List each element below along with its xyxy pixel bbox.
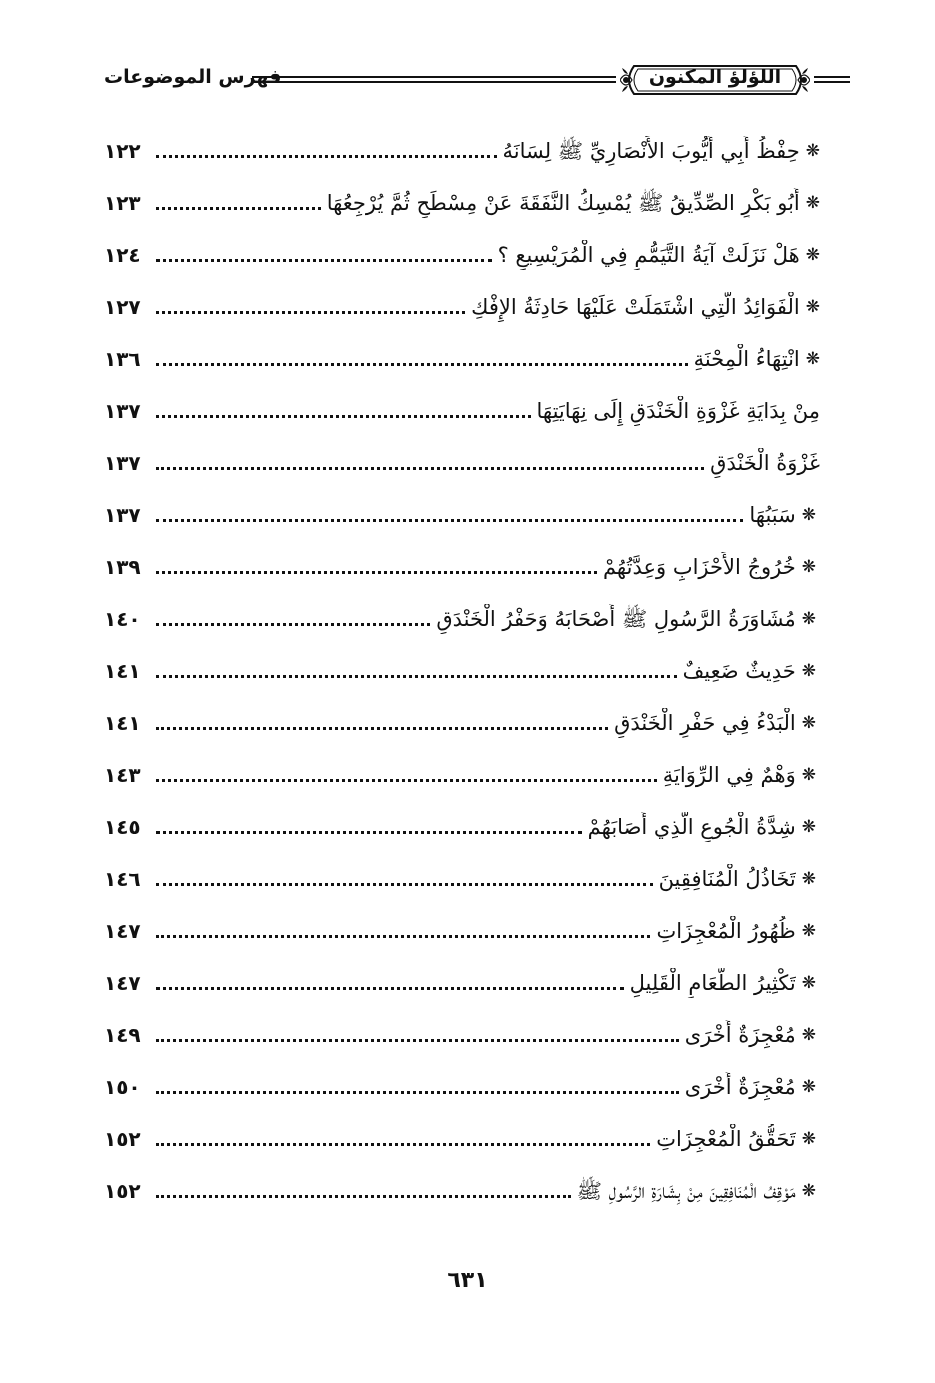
bullet-asterisk-icon: ❋	[801, 609, 816, 629]
dot-leader	[156, 155, 497, 158]
bullet-asterisk-icon: ❋	[805, 245, 820, 265]
bullet-asterisk-icon: ❋	[805, 349, 820, 369]
dot-leader	[156, 935, 650, 938]
bullet-asterisk-icon: ❋	[801, 973, 816, 993]
entry-title: غَزْوَةُ الْخَنْدَقِ	[710, 451, 820, 475]
toc-entry	[104, 338, 820, 374]
page-number: ١٣٩	[104, 555, 141, 579]
page-number: ١٤٣	[104, 763, 141, 787]
dot-leader	[156, 727, 608, 730]
dot-leader	[156, 519, 743, 522]
toc-entry	[104, 286, 820, 322]
dot-leader	[156, 1039, 679, 1042]
entry-title: هَلْ نَزَلَتْ آيَةُ التَّيَمُّمِ فِي الْمُرَيْسِيعِ ؟	[497, 243, 800, 267]
bullet-asterisk-icon: ❋	[801, 921, 816, 941]
entry-title: شِدَّةُ الْجُوعِ الَّذِي أَصَابَهُمْ	[587, 815, 796, 839]
toc-entry	[104, 650, 816, 686]
dot-leader	[156, 1195, 571, 1198]
bullet-asterisk-icon: ❋	[805, 297, 820, 317]
bullet-asterisk-icon: ❋	[801, 765, 816, 785]
toc-entry	[104, 234, 820, 270]
dot-leader	[156, 363, 688, 366]
page-number: ١٤٧	[104, 971, 141, 995]
dot-leader	[156, 883, 653, 886]
dot-leader	[156, 623, 430, 626]
page-number: ١٥٢	[104, 1179, 141, 1203]
entry-title: مُعْجِزَةٌ أُخْرَى	[684, 1075, 796, 1099]
entry-title: مُعْجِزَةٌ أُخْرَى	[684, 1023, 796, 1047]
entry-title: خُرُوجُ الأَحْزَابِ وَعِدَّتُهُمْ	[602, 555, 796, 579]
entry-title: الْبَدْءُ فِي حَفْرِ الْخَنْدَقِ	[614, 711, 796, 735]
dot-leader	[156, 1091, 679, 1094]
dot-leader	[156, 1143, 650, 1146]
bullet-asterisk-icon: ❋	[801, 661, 816, 681]
toc-chapter-heading	[104, 390, 820, 426]
dot-leader	[156, 415, 531, 418]
bullet-asterisk-icon: ❋	[801, 1077, 816, 1097]
dot-leader	[156, 987, 624, 990]
bullet-asterisk-icon: ❋	[801, 505, 816, 525]
dot-leader	[156, 207, 321, 210]
running-header	[104, 58, 850, 102]
bullet-asterisk-icon: ❋	[801, 817, 816, 837]
dot-leader	[156, 675, 677, 678]
entry-title: سَبَبُهَا	[749, 503, 796, 527]
entry-title: مَوْقِفُ الْمُنَافِقِينَ مِنْ بِشَارَةِ الرَّسُولِ ﷺ	[576, 1179, 796, 1203]
page-number: ١٢٢	[104, 139, 141, 163]
entry-title: مُشَاوَرَةُ الرَّسُولِ ﷺ أَصْحَابَهُ وَحَفْرُ الْخَنْدَقِ	[436, 607, 796, 631]
page-number: ١٢٣	[104, 191, 141, 215]
bullet-asterisk-icon: ❋	[805, 141, 820, 161]
bullet-asterisk-icon: ❋	[805, 193, 820, 213]
page-number: ١٤٦	[104, 867, 141, 891]
toc-entry	[104, 806, 816, 842]
dot-leader	[156, 831, 582, 834]
page-number: ١٢٧	[104, 295, 141, 319]
entry-title: أَبُو بَكْرٍ الصِّدِّيقُ ﷺ يُمْسِكُ النَّفَقَةَ عَنْ مِسْطَحٍ ثُمَّ يُرْجِعُهَا	[326, 191, 800, 215]
dot-leader	[156, 779, 657, 782]
toc-entry	[104, 858, 816, 894]
toc-entry	[104, 1118, 816, 1154]
toc-entry	[104, 130, 820, 166]
entry-title: انْتِهَاءُ الْمِحْنَةِ	[693, 347, 800, 371]
dot-leader	[156, 259, 492, 262]
entry-title: تَكْثِيرُ الطَّعَامِ الْقَلِيلِ	[629, 971, 796, 995]
entry-title: وَهْمٌ فِي الرِّوَايَةِ	[662, 763, 796, 787]
toc-entry	[104, 182, 820, 218]
toc-entry	[104, 598, 816, 634]
bullet-asterisk-icon: ❋	[801, 713, 816, 733]
page-number: ١٤٠	[104, 607, 141, 631]
book-title: اللؤلؤ المكنون	[648, 66, 782, 88]
toc-entry	[104, 754, 816, 790]
entry-title: تَخَاذُلُ الْمُنَافِقِينَ	[658, 867, 796, 891]
entry-title: ظُهُورُ الْمُعْجِزَاتِ	[656, 919, 796, 943]
book-title-ornament	[620, 60, 810, 98]
toc-entry	[104, 1170, 816, 1206]
page-number: ١٢٤	[104, 243, 141, 267]
page-number: ١٣٧	[104, 503, 141, 527]
entry-title: تَحَقُّقُ الْمُعْجِزَاتِ	[656, 1127, 796, 1151]
header-rule-right	[814, 76, 850, 83]
toc-entry	[104, 546, 816, 582]
toc-entry	[104, 494, 816, 530]
section-title: فهرس الموضوعات	[104, 66, 282, 88]
page-number: ١٥٢	[104, 1127, 141, 1151]
toc-entry	[104, 1066, 816, 1102]
toc-entry	[104, 910, 816, 946]
dot-leader	[156, 571, 597, 574]
bullet-asterisk-icon: ❋	[801, 1129, 816, 1149]
entry-title: مِنْ بِدَايَةِ غَزْوَةِ الْخَنْدَقِ إِلَى نِهَايَتِهَا	[536, 399, 820, 423]
toc-entry	[104, 1014, 816, 1050]
bullet-asterisk-icon: ❋	[801, 1181, 816, 1201]
toc-section-heading	[104, 442, 820, 478]
page-number: ١٤٥	[104, 815, 141, 839]
entry-title: الْفَوَائِدُ الَّتِي اشْتَمَلَتْ عَلَيْهَا حَادِثَةُ الإِفْكِ	[471, 295, 800, 319]
entry-title: حِفْظُ أَبِي أَيُّوبَ الأَنْصَارِيِّ ﷺ لِسَانَهُ	[502, 139, 800, 163]
bullet-asterisk-icon: ❋	[801, 1025, 816, 1045]
page-number: ١٣٦	[104, 347, 141, 371]
folio-page-number: ٦٣١	[447, 1268, 488, 1293]
bullet-asterisk-icon: ❋	[801, 557, 816, 577]
page-number: ١٣٧	[104, 451, 141, 475]
dot-leader	[156, 311, 465, 314]
page-number: ١٤٧	[104, 919, 141, 943]
page-number: ١٤٩	[104, 1023, 141, 1047]
bullet-asterisk-icon: ❋	[801, 869, 816, 889]
toc-entry	[104, 702, 816, 738]
header-rule-left	[252, 76, 616, 83]
entry-title: حَدِيثٌ ضَعِيفٌ	[682, 659, 796, 683]
page-number: ١٤١	[104, 711, 141, 735]
page-number: ١٤١	[104, 659, 141, 683]
page-number: ١٣٧	[104, 399, 141, 423]
toc-entry	[104, 962, 816, 998]
page-number: ١٥٠	[104, 1075, 141, 1099]
dot-leader	[156, 467, 704, 470]
